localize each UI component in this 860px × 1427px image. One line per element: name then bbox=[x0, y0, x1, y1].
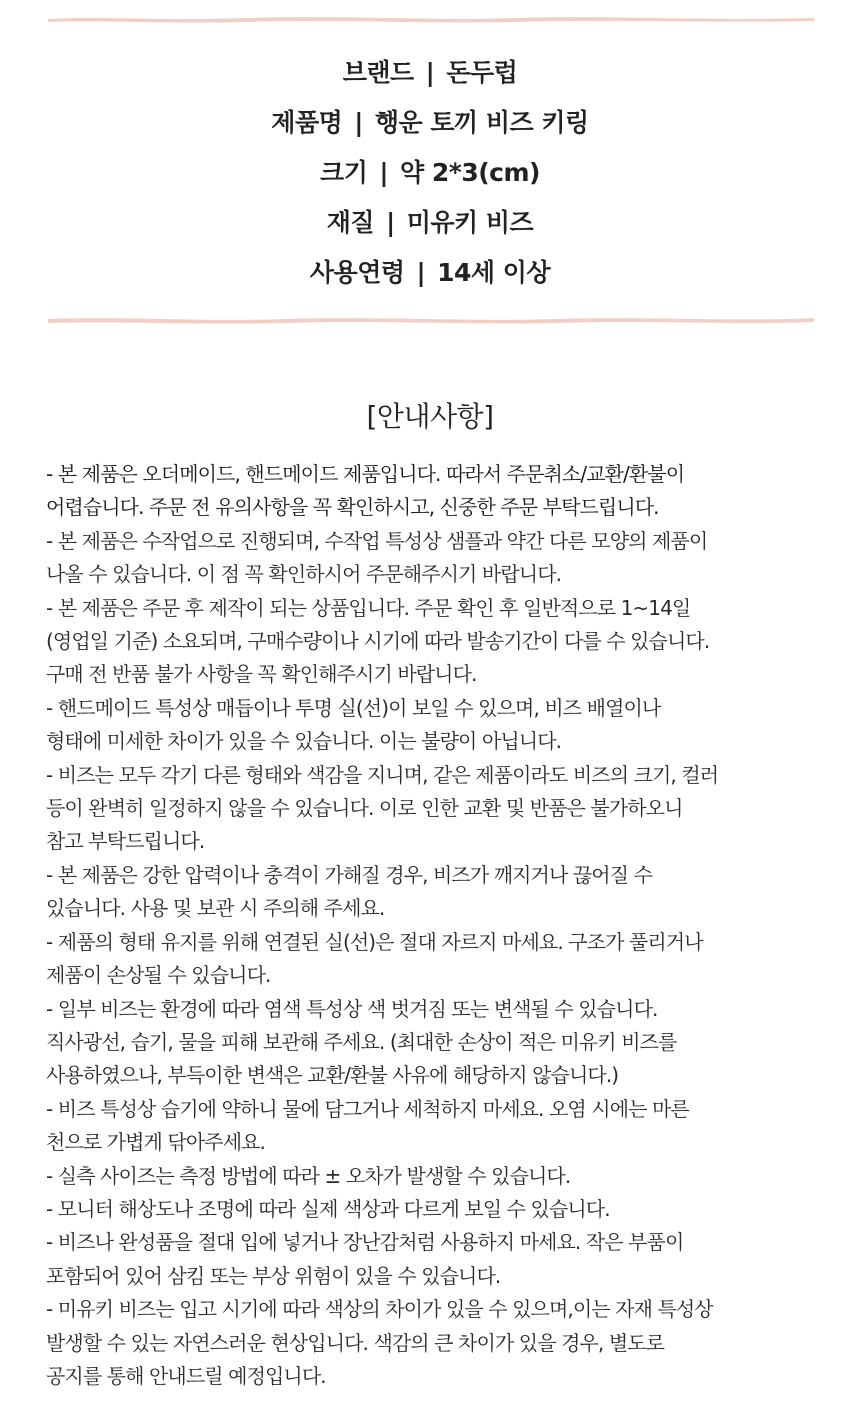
brush-stroke-top bbox=[46, 14, 816, 24]
notice-item-bead-variation bbox=[46, 759, 826, 859]
notice-line: - 핸드메이드 특성상 매듭이나 투명 실(선)이 보일 수 있으며, 비즈 배열이나 bbox=[46, 695, 661, 720]
spec-value: 미유키 비즈 bbox=[406, 208, 534, 237]
notice-heading: [안내사항] bbox=[366, 400, 494, 433]
spec-value: 약 2*3(cm) bbox=[400, 158, 540, 187]
notice-item-monitor-color bbox=[46, 1193, 826, 1226]
spec-separator: | bbox=[425, 58, 435, 87]
notice-line: - 본 제품은 강한 압력이나 충격이 가해질 경우, 비즈가 깨지거나 끊어질 수 bbox=[46, 862, 652, 887]
notice-line: - 모니터 해상도나 조명에 따라 실제 색상과 다르게 보일 수 있습니다. bbox=[46, 1196, 610, 1221]
spec-label: 재질 bbox=[326, 208, 375, 237]
notice-line: - 본 제품은 수작업으로 진행되며, 수작업 특성상 샘플과 약간 다른 모양의 제품이 bbox=[46, 528, 708, 553]
notice-line: - 비즈는 모두 각기 다른 형태와 색감을 지니며, 같은 제품이라도 비즈의 크기, 컬러 bbox=[46, 762, 719, 787]
notice-item-size-tolerance bbox=[46, 1160, 826, 1193]
notice-item-thread bbox=[46, 926, 826, 993]
notice-line: 참고 부탁드립니다. bbox=[46, 829, 205, 854]
spec-product-name bbox=[0, 98, 860, 148]
notice-item-moisture bbox=[46, 1093, 826, 1160]
product-spec-list bbox=[0, 48, 860, 298]
spec-label: 브랜드 bbox=[342, 58, 414, 87]
notice-line: - 본 제품은 주문 후 제작이 되는 상품입니다. 주문 확인 후 일반적으로 1~14일 bbox=[46, 595, 691, 620]
notice-item-discoloration bbox=[46, 993, 826, 1093]
notice-line: - 비즈 특성상 습기에 약하니 물에 담그거나 세척하지 마세요. 오염 시에는 마른 bbox=[46, 1096, 689, 1121]
spec-value: 행운 토끼 비즈 키링 bbox=[374, 108, 589, 137]
notice-line: - 일부 비즈는 환경에 따라 염색 특성상 색 벗겨짐 또는 변색될 수 있습니다. bbox=[46, 996, 658, 1021]
bottom-divider bbox=[46, 315, 816, 325]
spec-brand bbox=[0, 48, 860, 98]
notice-item-handwork bbox=[46, 525, 826, 592]
notice-line: - 제품의 형태 유지를 위해 연결된 실(선)은 절대 자르지 마세요. 구조가 풀리거나 bbox=[46, 929, 703, 954]
notice-line: 있습니다. 사용 및 보관 시 주의해 주세요. bbox=[46, 896, 385, 921]
notice-item-choking-hazard bbox=[46, 1226, 826, 1293]
notice-item-pressure bbox=[46, 859, 826, 926]
notice-line: - 실측 사이즈는 측정 방법에 따라 ± 오차가 발생할 수 있습니다. bbox=[46, 1163, 571, 1188]
notice-line: - 비즈나 완성품을 절대 입에 넣거나 장난감처럼 사용하지 마세요. 작은 부품이 bbox=[46, 1230, 684, 1255]
spec-separator: | bbox=[386, 208, 395, 237]
notice-line: 나올 수 있습니다. 이 점 꼭 확인하시어 주문해주시기 바랍니다. bbox=[46, 562, 562, 587]
notice-line: 형태에 미세한 차이가 있을 수 있습니다. 이는 불량이 아닙니다. bbox=[46, 729, 562, 754]
notice-line: (영업일 기준) 소요되며, 구매수량이나 시기에 따라 발송기간이 다를 수 있습니다. bbox=[46, 629, 710, 654]
spec-age bbox=[0, 248, 860, 298]
notice-item-production-time bbox=[46, 592, 826, 692]
spec-material bbox=[0, 198, 860, 248]
spec-label: 사용연령 bbox=[309, 258, 405, 287]
top-divider bbox=[46, 14, 816, 24]
notice-line: 사용하였으나, 부득이한 변색은 교환/환불 사유에 해당하지 않습니다.) bbox=[46, 1063, 619, 1088]
spec-value: 14세 이상 bbox=[437, 258, 551, 287]
spec-label: 제품명 bbox=[271, 108, 343, 137]
notice-line: 직사광선, 습기, 물을 피해 보관해 주세요. (최대한 손상이 적은 미유키 비즈를 bbox=[46, 1029, 677, 1054]
notice-list bbox=[46, 458, 826, 1393]
spec-label: 크기 bbox=[320, 158, 368, 187]
notice-line: 발생할 수 있는 자연스러운 현상입니다. 색감의 큰 차이가 있을 경우, 별도로 bbox=[46, 1330, 665, 1355]
notice-line: 공지를 통해 안내드릴 예정입니다. bbox=[46, 1363, 326, 1388]
notice-item-knots bbox=[46, 692, 826, 759]
notice-line: - 본 제품은 오더메이드, 핸드메이드 제품입니다. 따라서 주문취소/교환/환불이 bbox=[46, 462, 685, 486]
notice-line: 포함되어 있어 삼킴 또는 부상 위험이 있을 수 있습니다. bbox=[46, 1263, 501, 1288]
notice-line: 천으로 가볍게 닦아주세요. bbox=[46, 1130, 265, 1155]
notice-line: - 미유키 비즈는 입고 시기에 따라 색상의 차이가 있을 수 있으며,이는 자재 특성상 bbox=[46, 1297, 713, 1322]
spec-size bbox=[0, 148, 860, 198]
spec-separator: | bbox=[354, 108, 363, 137]
spec-value: 돈두럽 bbox=[446, 58, 518, 87]
notice-line: 어렵습니다. 주문 전 유의사항을 꼭 확인하시고, 신중한 주문 부탁드립니다. bbox=[46, 495, 659, 520]
notice-line: 구매 전 반품 불가 사항을 꼭 확인해주시기 바랍니다. bbox=[46, 662, 477, 687]
notice-item-lot-color bbox=[46, 1293, 826, 1393]
brush-stroke-bottom bbox=[46, 315, 816, 325]
notice-line: 제품이 손상될 수 있습니다. bbox=[46, 963, 271, 988]
spec-separator: | bbox=[416, 258, 426, 287]
notice-line: 등이 완벽히 일정하지 않을 수 있습니다. 이로 인한 교환 및 반품은 불가하오니 bbox=[46, 796, 683, 821]
notice-item-order-made bbox=[46, 458, 826, 525]
spec-separator: | bbox=[379, 158, 388, 187]
